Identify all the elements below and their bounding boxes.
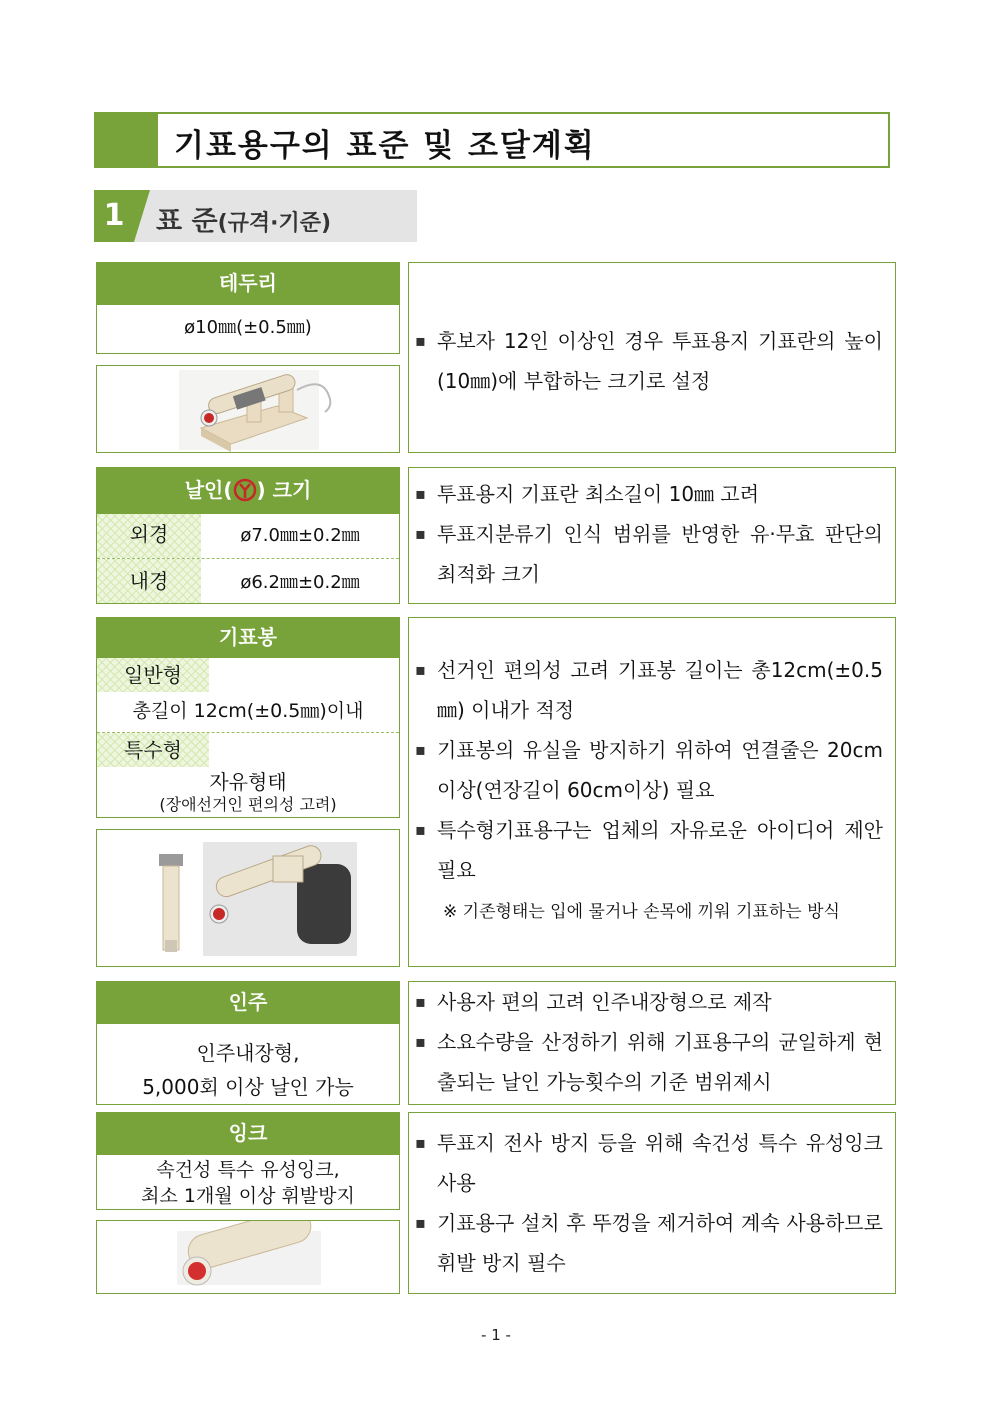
stamp-row-outer xyxy=(97,514,399,558)
border-image-box xyxy=(96,365,400,453)
stamp-header-pre: 날인( xyxy=(184,478,233,502)
ink-line: 최소 1개월 이상 휘발방지 xyxy=(141,1185,355,1207)
ink-spec-box xyxy=(96,1112,400,1210)
stamp-row-inner xyxy=(97,558,399,603)
stamp-row-value: ø6.2㎜±0.2㎜ xyxy=(240,572,360,593)
stick-note: ※ 기존형태는 입에 물거나 손목에 끼워 기표하는 방식 xyxy=(443,902,840,922)
seal-bullet: ▪ 사용자 편의 고려 인주내장형으로 제작 xyxy=(437,982,883,1022)
stamp-mark-icon xyxy=(233,478,257,502)
stamp-bullet: ▪ 투표용지 기표란 최소길이 10㎜ 고려 xyxy=(437,474,883,514)
border-bullet: ▪ 후보자 12인 이상인 경우 투표용지 기표란의 높이(10㎜)에 부합하는 크기로 설정 xyxy=(437,321,883,401)
stick-special-note: (장애선거인 편의성 고려) xyxy=(159,795,337,814)
stamp-bullet: ▪ 투표지분류기 인식 범위를 반영한 유·무효 판단의 최적화 크기 xyxy=(437,514,883,594)
section-label-sub: (규격·기준) xyxy=(217,211,332,236)
ink-bullet: ▪ 기표용구 설치 후 뚜껑을 제거하여 계속 사용하므로 휘발 방지 필수 xyxy=(437,1203,883,1283)
ink-bullets-box xyxy=(408,1112,896,1294)
page-number: - 1 - xyxy=(481,1326,511,1344)
border-spec-box xyxy=(96,262,400,354)
seal-bullets-box xyxy=(408,981,896,1105)
title-bar xyxy=(94,112,890,168)
stamp-row-label: 외경 xyxy=(97,514,201,558)
seal-spec-box xyxy=(96,981,400,1105)
ink-bullet: ▪ 투표지 전사 방지 등을 위해 속건성 특수 유성잉크 사용 xyxy=(437,1123,883,1203)
page-title: 기표용구의 표준 및 조달계획 xyxy=(174,128,596,164)
seal-header: 인주 xyxy=(97,982,399,1024)
stamp-device-image xyxy=(97,366,399,452)
seal-bullet: ▪ 소요수량을 산정하기 위해 기표용구의 균일하게 현출되는 날인 가능횟수의 기준 범위제시 xyxy=(437,1022,883,1102)
stick-general-value: 총길이 12cm(±0.5㎜)이내 xyxy=(132,700,364,722)
stick-bullet: ▪ 기표봉의 유실을 방지하기 위하여 연결줄은 20cm이상(연장길이 60cm이상) 필요 xyxy=(437,730,883,810)
stamp-spec-box xyxy=(96,467,400,604)
stick-bullets-box xyxy=(408,617,896,967)
section-accent-slash xyxy=(134,190,150,242)
border-spec: ø10㎜(±0.5㎜) xyxy=(184,317,312,338)
stick-general-label: 일반형 xyxy=(97,658,209,692)
stick-special-row xyxy=(97,732,399,769)
section-label-main: 표 준 xyxy=(156,206,218,237)
seal-line: 5,000회 이상 날인 가능 xyxy=(142,1075,354,1099)
stick-bullet: ▪ 선거인 편의성 고려 기표봉 길이는 총12cm(±0.5㎜) 이내가 적정 xyxy=(437,650,883,730)
stamp-row-value: ø7.0㎜±0.2㎜ xyxy=(240,525,360,546)
section-heading xyxy=(94,190,417,242)
section-label xyxy=(156,199,331,238)
seal-line: 인주내장형, xyxy=(196,1041,300,1065)
stamp-bullets-box xyxy=(408,467,896,604)
stick-bullet: ▪ 특수형기표용구는 업체의 자유로운 아이디어 제안 필요 xyxy=(437,810,883,890)
title-accent-slash xyxy=(140,114,158,166)
stick-image-box xyxy=(96,829,400,967)
stick-special-value: 자유형태 xyxy=(209,770,287,794)
ink-header: 잉크 xyxy=(97,1113,399,1155)
ink-image-box xyxy=(96,1220,400,1294)
stick-general-row xyxy=(97,658,399,694)
section-number: 1 xyxy=(94,190,134,242)
seal-spec xyxy=(97,1024,399,1104)
border-header: 테두리 xyxy=(97,263,399,305)
stick-header: 기표봉 xyxy=(97,618,399,658)
ink-tip-image xyxy=(97,1221,399,1293)
ink-spec xyxy=(97,1155,399,1209)
stick-spec-box xyxy=(96,617,400,818)
stamp-header xyxy=(97,468,399,514)
border-bullets-box xyxy=(408,262,896,453)
stamp-header-post: ) 크기 xyxy=(256,478,312,502)
stamp-row-label: 내경 xyxy=(97,559,201,603)
stick-image xyxy=(97,830,399,966)
ink-line: 속건성 특수 유성잉크, xyxy=(156,1159,340,1181)
stick-special-label: 특수형 xyxy=(97,733,209,767)
